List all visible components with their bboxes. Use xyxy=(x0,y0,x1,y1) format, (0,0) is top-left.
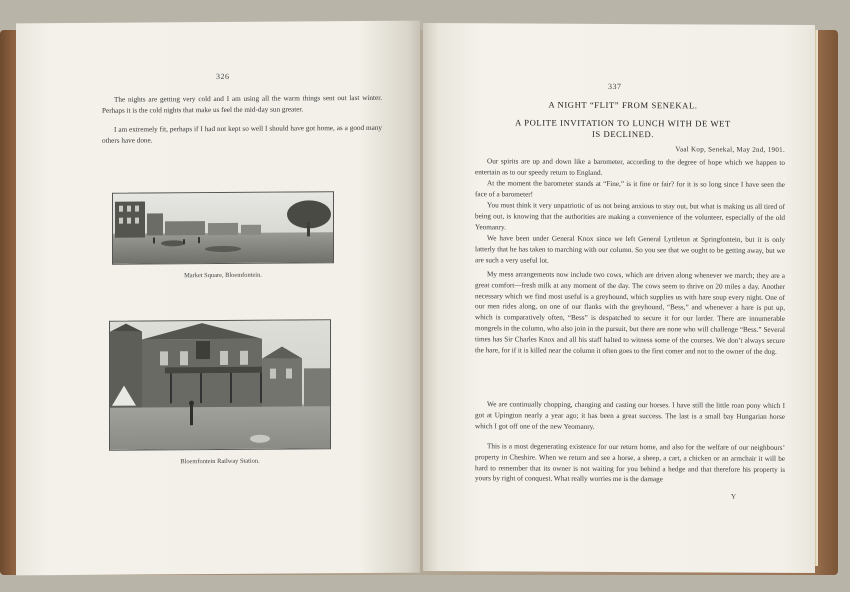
paragraph: The nights are getting very cold and I am using all the warm things sent out last winter. Perhaps it is the cold nights that make us feel the mid-day sun greater. xyxy=(102,93,382,115)
page-number-left: 326 xyxy=(216,71,230,82)
paragraph: This is a most degenerating existence for our return home, and also for the welfare of our neighbours’ property in Cheshire. When we return and see a horse, a sheep, a cart, a chicken or an armchair it will be hard to remember that its owner is not waiting for you behind a hedge and that therefore his property is yours by right of conquest. What really worries me is the damage xyxy=(475,442,785,484)
railway-station-image xyxy=(110,320,331,451)
chapter-subtitle-line1: A POLITE INVITATION TO LUNCH WITH DE WET xyxy=(515,117,731,129)
market-square-photo xyxy=(112,191,334,265)
market-square-image xyxy=(113,192,334,265)
chapter-subtitle-line2: IS DECLINED. xyxy=(591,128,655,140)
paragraph: You must think it very unpatriotic of us not being anxious to stay out, but what is making us all tired of being out, is knowing that the authorities are making a convenience of the volunteer, especially of the old Yeomanry. xyxy=(475,201,785,232)
photo-caption: Market Square, Bloemfontein. xyxy=(184,271,262,280)
dateline: Vaal Kop, Senekal, May 2nd, 1901. xyxy=(675,145,785,154)
page-number-right: 337 xyxy=(608,81,622,92)
signature-mark: Y xyxy=(731,492,737,501)
paragraph: My mess arrangements now include two cows, which are driven along whenever we march; they are a great comfort—fresh milk at any moment of the day. The cows seem to thrive on 20 miles a day. Another necessary which we find most useful is a greyhound, which supplies us with hare soup every night. One of our men rides along, on one of our flanks with the greyhound, “Bess,” and whenever a hare is put up, which is comparatively often, “Bess” is despatched to secure it for our larder. There are innumerable mongrels in the column, who also join in the pursuit, but there are none who will challenge “Bess.” Several times has Sir Charles Knox and all his staff halted to witness some of the courses. We don’t always secure the hare, for if it is killed near the column it often goes to the first comer and not to the owner of the dog. xyxy=(475,270,785,356)
chapter-title: A NIGHT “FLIT” FROM SENEKAL. xyxy=(548,99,698,111)
paragraph: We have been under General Knox since we left General Lyttleton at Springfontein, but it is only latterly that he has taken to marching with our column. So you see that we ought to be getting away, but we are such a very useful lot. xyxy=(475,234,785,265)
photo-caption: Bloemfontein Railway Station. xyxy=(180,457,260,466)
right-page xyxy=(423,23,815,573)
paragraph: Our spirits are up and down like a barometer, according to the degree of hope which we happen to entertain as to our speedy return to England. xyxy=(475,157,785,177)
paragraph: I am extremely fit, perhaps if I had not kept so well I should have got home, as a good many others have done. xyxy=(102,123,382,145)
left-page xyxy=(16,21,420,576)
railway-station-photo xyxy=(109,319,331,451)
paragraph: At the moment the barometer stands at “Fine,” is it fine or fair? for it is so long since I have seen the face of a barometer! xyxy=(475,179,785,199)
paragraph: We are continually chopping, changing and casting our horses. I have still the little roan pony which I got at Upington nearly a year ago; it has been a great success. The last is a small bay Hungarian horse which I got off one of the new Yeomanry. xyxy=(475,400,785,431)
